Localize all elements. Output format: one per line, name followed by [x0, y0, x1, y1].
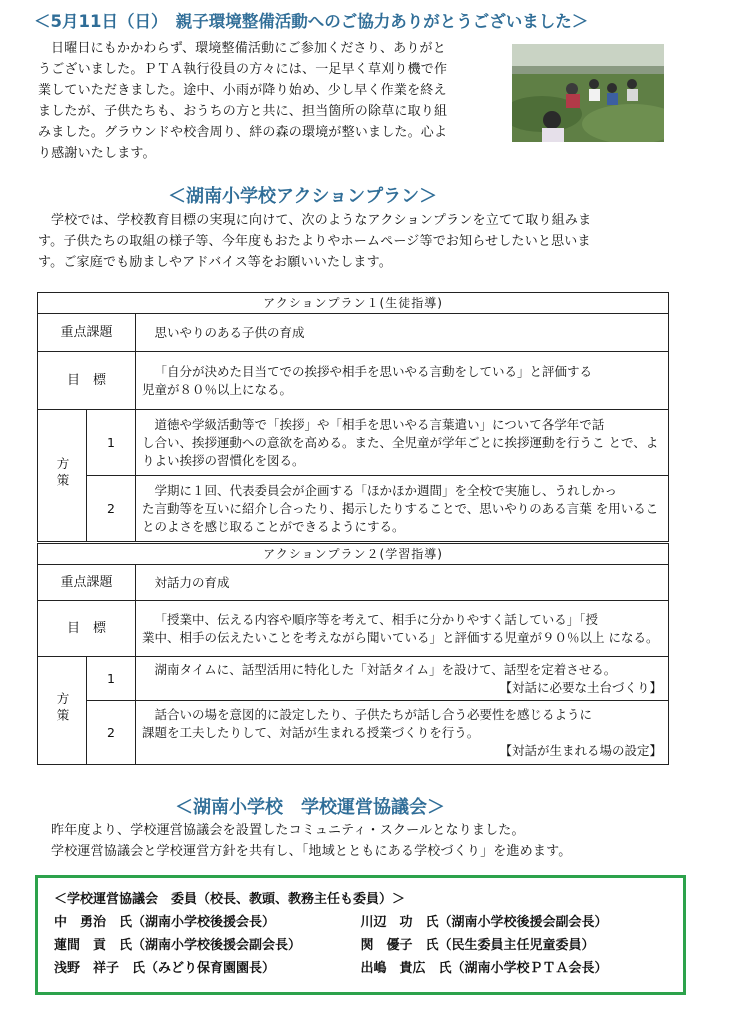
member: 関 優子 氏（民生委員主任児童委員）	[360, 938, 595, 953]
council-title: ＜湖南小学校 学校運営協議会＞	[175, 797, 445, 818]
event-line: うございました。ＰＴＡ執行役員の方々には、一足早く草刈り機で作	[38, 62, 448, 77]
plan2-goal: 「授業中、伝える内容や順序等を考えて、相手に分かりやすく話している」「授 業中、相手の伝えたいことを考えながら聞いている」と評価する児童が９０％以上 になる。	[136, 601, 669, 657]
action-line: す。子供たちの取組の様子等、今年度もおたよりやホームページ等でお知らせしたいと思いま	[38, 234, 591, 249]
event-paragraph	[38, 38, 508, 164]
plan2-caption: アクションプラン２(学習指導)	[38, 544, 669, 565]
table-row	[38, 601, 669, 657]
action-line: す。ご家庭でも励ましやアドバイス等をお願いいたします。	[38, 255, 392, 270]
plan1-measure-1: 道徳や学級活動等で「挨拶」や「相手を思いやる言葉遣い」について各学年で話 し合い、挨拶運動への意欲を高める。また、全児童が学年ごとに挨拶運動を行うこ とで、よりよい挨拶の習慣化を図る。	[136, 410, 669, 476]
council-paragraph	[38, 820, 678, 862]
plan1-topic: 思いやりのある子供の育成	[136, 314, 669, 352]
council-line: 学校運営協議会と学校運営方針を共有し、「地域とともにある学校づくり」を進めます。	[51, 844, 572, 859]
event-line: り感謝いたします。	[38, 146, 156, 161]
member-row	[54, 911, 667, 934]
table-row	[38, 352, 669, 410]
member-row	[54, 934, 667, 957]
council-box-title: ＜学校運営協議会 委員（校長、教頭、教務主任も委員）＞	[54, 892, 406, 907]
action-paragraph	[38, 210, 678, 273]
activity-photo-illustration	[512, 44, 664, 142]
plan2-goal-label: 目 標	[38, 601, 136, 657]
member: 浅野 祥子 氏（みどり保育園園長）	[54, 961, 276, 976]
plan2-measure-label: 方策	[38, 657, 87, 765]
table-row	[38, 701, 669, 765]
event-line: 日曜日にもかかわらず、環境整備活動にご参加くださり、ありがと	[51, 41, 446, 56]
activity-photo	[512, 44, 664, 142]
table-row	[38, 544, 669, 565]
member: 中 勇治 氏（湖南小学校後援会長）	[54, 915, 276, 930]
plan2-topic-label: 重点課題	[38, 565, 136, 601]
council-line: 昨年度より、学校運営協議会を設置したコミュニティ・スクールとなりました。	[51, 823, 525, 838]
table-row	[38, 314, 669, 352]
council-members-box	[35, 875, 686, 995]
table-row	[38, 293, 669, 314]
action-title: ＜湖南小学校アクションプラン＞	[168, 186, 438, 207]
table-row	[38, 476, 669, 542]
table-row	[38, 410, 669, 476]
table-row	[38, 565, 669, 601]
member-row	[54, 957, 667, 980]
plan2-measure-2-note: 【対話が生まれる場の設定】	[499, 742, 662, 758]
member: 出嶋 貴広 氏（湖南小学校ＰＴＡ会長）	[360, 961, 608, 976]
plan1-measure-2: 学期に１回、代表委員会が企画する「ほかほか週間」を全校で実施し、うれしかっ た言動等を互いに紹介し合ったり、掲示したりすることで、思いやりのある言葉 を用いることのよさを感じ取ることができるようにする。	[136, 476, 669, 542]
plan2-measure-2-num: 2	[87, 701, 136, 765]
plan2-measure-1-note: 【対話に必要な土台づくり】	[499, 679, 662, 695]
action-line: 学校では、学校教育目標の実現に向けて、次のようなアクションプランを立てて取り組みま	[51, 213, 592, 228]
table-row	[38, 657, 669, 701]
plan1-goal-label: 目 標	[38, 352, 136, 410]
plan1-measure-2-num: 2	[87, 476, 136, 542]
plan2-topic: 対話力の育成	[136, 565, 669, 601]
action-plan-2-table	[37, 543, 669, 765]
event-title: ＜5月11日（日） 親子環境整備活動へのご協力ありがとうございました＞	[34, 12, 589, 31]
action-heading	[168, 182, 736, 208]
plan1-caption: アクションプラン１(生徒指導)	[38, 293, 669, 314]
council-heading	[175, 793, 736, 819]
action-plan-1-table	[37, 292, 669, 542]
plan2-measure-1: 湖南タイムに、話型活用に特化した「対話タイム」を設けて、話型を定着させる。 【対話に必要な土台づくり】	[136, 657, 669, 701]
plan1-topic-label: 重点課題	[38, 314, 136, 352]
event-line: みました。グラウンドや校舎周り、絆の森の環境が整いました。心よ	[38, 125, 448, 140]
event-line: 業していただきました。途中、小雨が降り始め、少し早く作業を終え	[38, 83, 447, 98]
member: 蓮間 貢 氏（湖南小学校後援会副会長）	[54, 938, 302, 953]
event-heading	[34, 8, 736, 32]
plan2-measure-1-num: 1	[87, 657, 136, 701]
plan1-goal: 「自分が決めた目当てでの挨拶や相手を思いやる言動をしている」と評価する 児童が８０％以上になる。	[136, 352, 669, 410]
plan1-measure-1-num: 1	[87, 410, 136, 476]
plan2-measure-2: 話合いの場を意図的に設定したり、子供たちが話し合う必要性を感じるように 課題を工夫したりして、対話が生まれる授業づくりを行う。 【対話が生まれる場の設定】	[136, 701, 669, 765]
event-line: ましたが、子供たちも、おうちの方と共に、担当箇所の除草に取り組	[38, 104, 448, 119]
plan1-measure-label: 方策	[38, 410, 87, 542]
member: 川辺 功 氏（湖南小学校後援会副会長）	[360, 915, 608, 930]
